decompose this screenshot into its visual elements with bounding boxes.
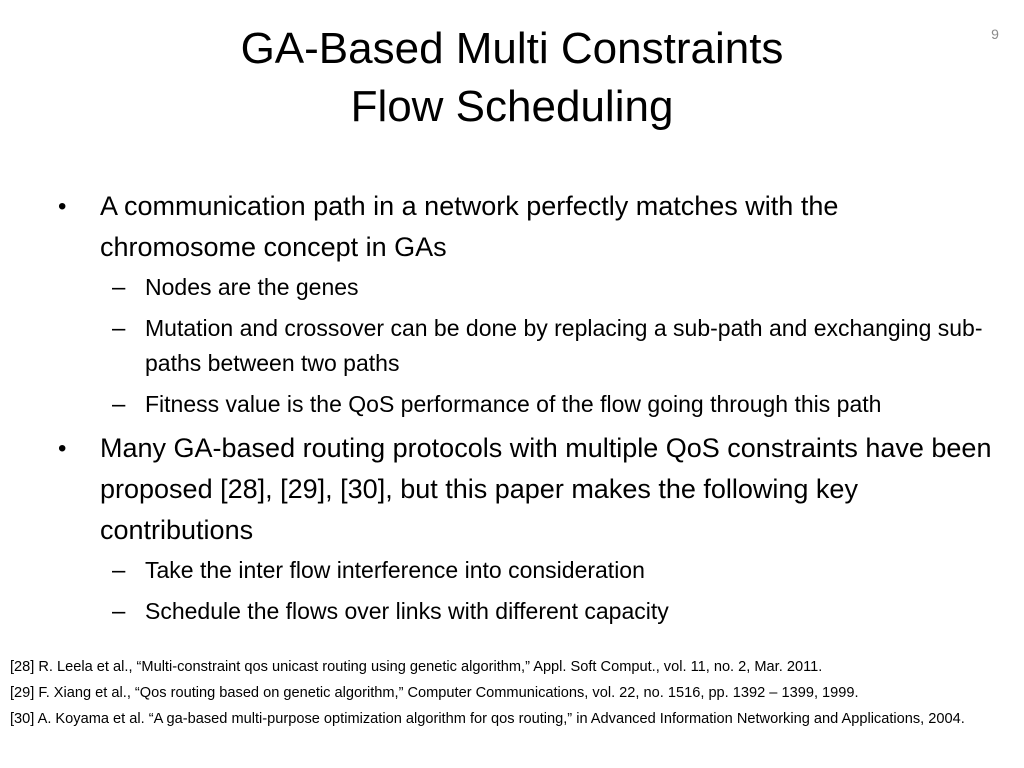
sub-bullet-text: Take the inter flow interference into consideration	[145, 557, 645, 583]
reference-item: [29] F. Xiang et al., “Qos routing based on genetic algorithm,” Computer Communications, vol. 22, no. 1516, pp. 1392 – 1399, 1999.	[10, 685, 859, 701]
sub-bullet-text: Fitness value is the QoS performance of the flow going through this path	[145, 391, 882, 417]
sub-bullet-item	[100, 553, 998, 588]
title-line-2: Flow Scheduling	[350, 82, 674, 131]
slide-title	[0, 20, 1024, 136]
bullet-item	[58, 428, 998, 629]
bullet-text: A communication path in a network perfectly matches with the chromosome concept in GAs	[100, 191, 839, 262]
sub-bullet-text: Schedule the flows over links with different capacity	[145, 598, 669, 624]
sub-bullet-item	[100, 594, 998, 629]
sub-bullet-list	[100, 270, 998, 422]
sub-bullet-item	[100, 270, 998, 305]
reference-item: [28] R. Leela et al., “Multi-constraint qos unicast routing using genetic algorithm,” Appl. Soft Comput., vol. 11, no. 2, Mar. 2011.	[10, 659, 823, 675]
dash-marker: –	[112, 391, 126, 418]
title-line-1: GA-Based Multi Constraints	[240, 24, 784, 73]
bullet-item	[58, 186, 998, 422]
dash-marker: –	[112, 557, 126, 584]
sub-bullet-text: Mutation and crossover can be done by replacing a sub-path and exchanging sub-paths between two paths	[145, 315, 983, 376]
bullet-marker: •	[58, 435, 67, 462]
dash-marker: –	[112, 315, 126, 342]
dash-marker: –	[112, 274, 126, 301]
slide-number: 9	[991, 26, 999, 42]
sub-bullet-item	[100, 387, 998, 422]
bullet-list	[58, 186, 998, 635]
dash-marker: –	[112, 598, 126, 625]
references	[10, 654, 1010, 732]
sub-bullet-list	[100, 553, 998, 629]
reference-item: [30] A. Koyama et al. “A ga-based multi-purpose optimization algorithm for qos routing,” in Advanced Information Networking and Applications, 2004.	[10, 711, 965, 727]
bullet-marker: •	[58, 193, 67, 220]
bullet-text: Many GA-based routing protocols with multiple QoS constraints have been proposed [28], [29], [30], but this paper makes the following key contributions	[100, 433, 992, 545]
sub-bullet-item	[100, 311, 998, 381]
sub-bullet-text: Nodes are the genes	[145, 274, 359, 300]
